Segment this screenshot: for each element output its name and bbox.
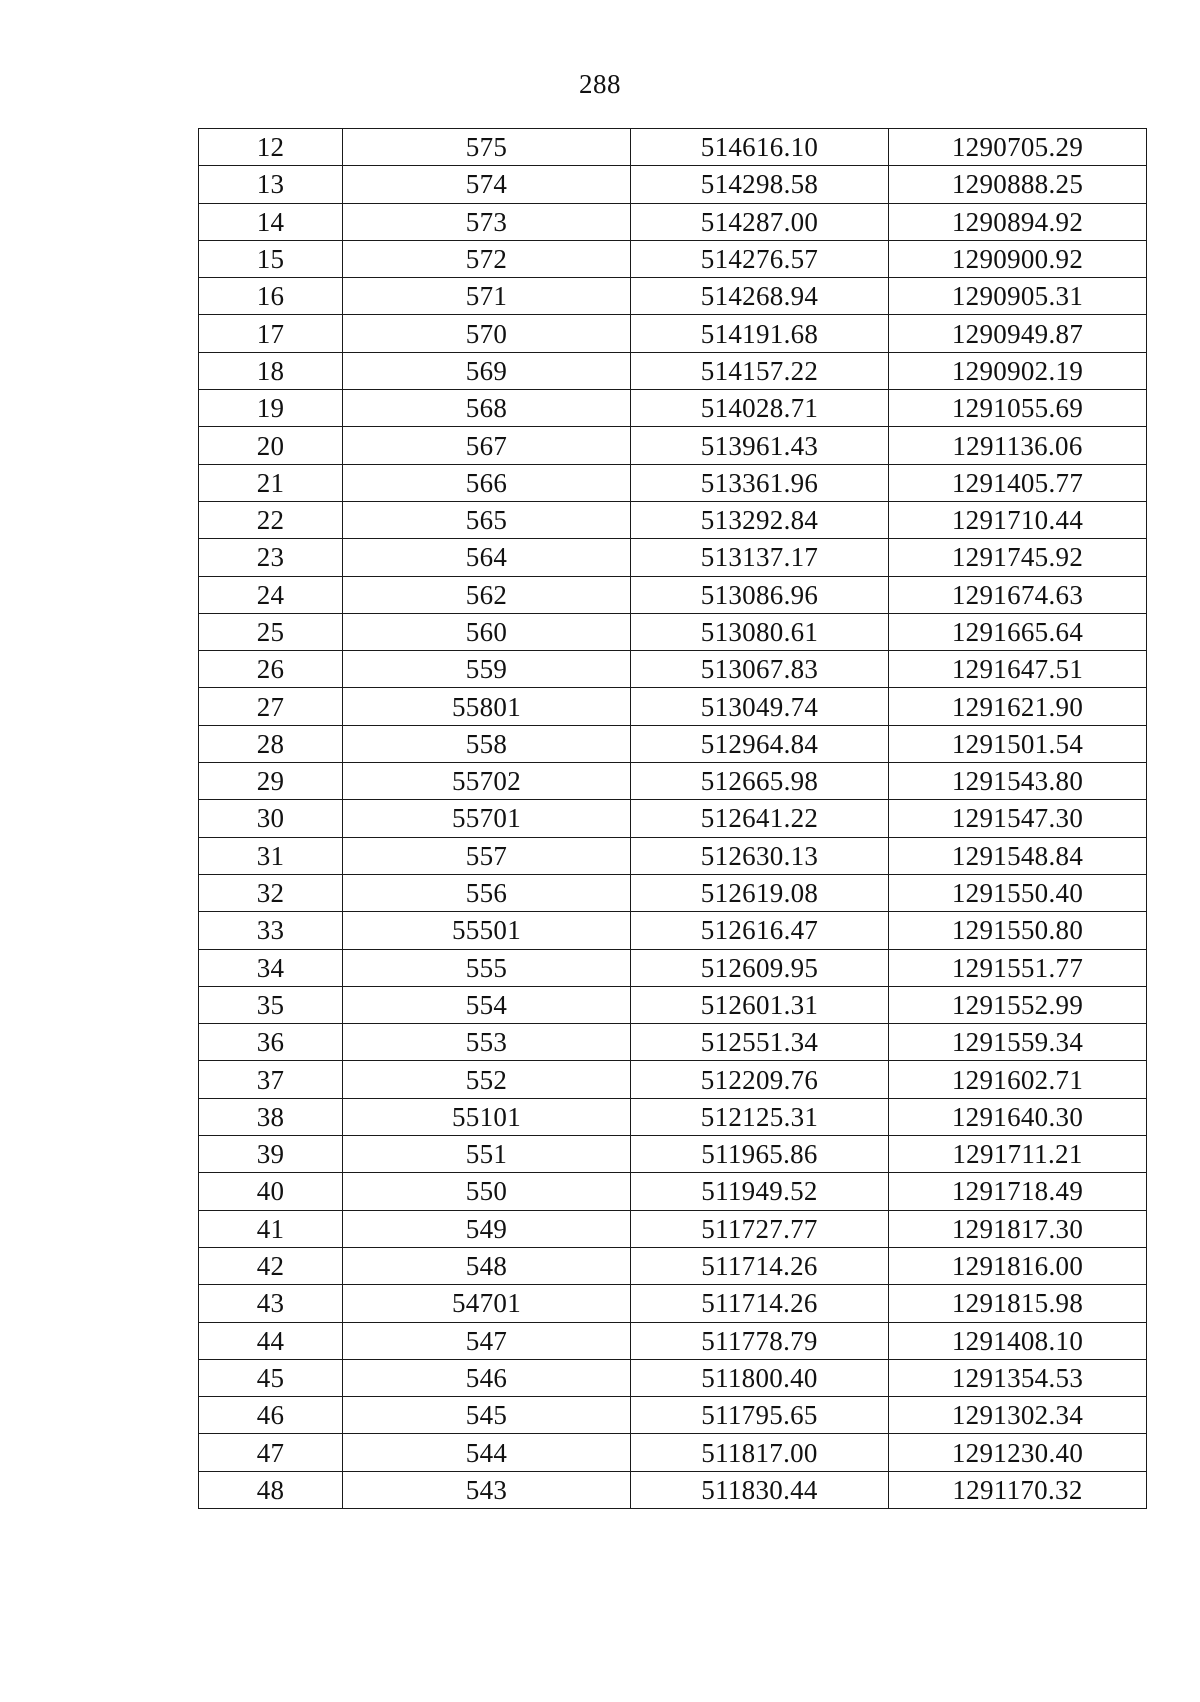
x-coordinate-cell: 512125.31 xyxy=(631,1098,889,1135)
row-index-cell: 20 xyxy=(199,427,343,464)
row-index-cell: 43 xyxy=(199,1285,343,1322)
y-coordinate-cell: 1291501.54 xyxy=(889,725,1147,762)
y-coordinate-cell: 1291550.80 xyxy=(889,912,1147,949)
row-index-cell: 35 xyxy=(199,986,343,1023)
table-row xyxy=(199,1098,1147,1135)
x-coordinate-cell: 512964.84 xyxy=(631,725,889,762)
point-id-cell: 55801 xyxy=(343,688,631,725)
table-row xyxy=(199,539,1147,576)
x-coordinate-cell: 511949.52 xyxy=(631,1173,889,1210)
row-index-cell: 24 xyxy=(199,576,343,613)
point-id-cell: 549 xyxy=(343,1210,631,1247)
point-id-cell: 543 xyxy=(343,1471,631,1508)
table-row xyxy=(199,240,1147,277)
x-coordinate-cell: 514298.58 xyxy=(631,166,889,203)
table-row xyxy=(199,315,1147,352)
point-id-cell: 557 xyxy=(343,837,631,874)
row-index-cell: 14 xyxy=(199,203,343,240)
point-id-cell: 565 xyxy=(343,501,631,538)
table-row xyxy=(199,427,1147,464)
y-coordinate-cell: 1291302.34 xyxy=(889,1397,1147,1434)
x-coordinate-cell: 513086.96 xyxy=(631,576,889,613)
y-coordinate-cell: 1290894.92 xyxy=(889,203,1147,240)
point-id-cell: 545 xyxy=(343,1397,631,1434)
y-coordinate-cell: 1291552.99 xyxy=(889,986,1147,1023)
x-coordinate-cell: 511714.26 xyxy=(631,1247,889,1284)
coordinates-table xyxy=(198,128,1147,1509)
x-coordinate-cell: 512209.76 xyxy=(631,1061,889,1098)
row-index-cell: 41 xyxy=(199,1210,343,1247)
x-coordinate-cell: 512609.95 xyxy=(631,949,889,986)
x-coordinate-cell: 512665.98 xyxy=(631,763,889,800)
point-id-cell: 564 xyxy=(343,539,631,576)
row-index-cell: 32 xyxy=(199,874,343,911)
y-coordinate-cell: 1290705.29 xyxy=(889,129,1147,166)
x-coordinate-cell: 514028.71 xyxy=(631,390,889,427)
point-id-cell: 555 xyxy=(343,949,631,986)
table-row xyxy=(199,390,1147,427)
table-row xyxy=(199,501,1147,538)
table-row xyxy=(199,576,1147,613)
y-coordinate-cell: 1291640.30 xyxy=(889,1098,1147,1135)
y-coordinate-cell: 1290888.25 xyxy=(889,166,1147,203)
table-row xyxy=(199,278,1147,315)
row-index-cell: 12 xyxy=(199,129,343,166)
y-coordinate-cell: 1290949.87 xyxy=(889,315,1147,352)
row-index-cell: 38 xyxy=(199,1098,343,1135)
table-row xyxy=(199,986,1147,1023)
x-coordinate-cell: 512616.47 xyxy=(631,912,889,949)
point-id-cell: 562 xyxy=(343,576,631,613)
point-id-cell: 575 xyxy=(343,129,631,166)
y-coordinate-cell: 1291548.84 xyxy=(889,837,1147,874)
y-coordinate-cell: 1291136.06 xyxy=(889,427,1147,464)
table-row xyxy=(199,949,1147,986)
y-coordinate-cell: 1291551.77 xyxy=(889,949,1147,986)
point-id-cell: 566 xyxy=(343,464,631,501)
coordinates-table-wrapper xyxy=(198,128,1146,1509)
row-index-cell: 21 xyxy=(199,464,343,501)
row-index-cell: 27 xyxy=(199,688,343,725)
table-row xyxy=(199,1061,1147,1098)
x-coordinate-cell: 513137.17 xyxy=(631,539,889,576)
x-coordinate-cell: 513292.84 xyxy=(631,501,889,538)
point-id-cell: 567 xyxy=(343,427,631,464)
y-coordinate-cell: 1291354.53 xyxy=(889,1359,1147,1396)
table-row xyxy=(199,1024,1147,1061)
row-index-cell: 19 xyxy=(199,390,343,427)
table-row xyxy=(199,203,1147,240)
y-coordinate-cell: 1291817.30 xyxy=(889,1210,1147,1247)
table-row xyxy=(199,166,1147,203)
x-coordinate-cell: 514276.57 xyxy=(631,240,889,277)
point-id-cell: 570 xyxy=(343,315,631,352)
x-coordinate-cell: 514268.94 xyxy=(631,278,889,315)
x-coordinate-cell: 512601.31 xyxy=(631,986,889,1023)
row-index-cell: 44 xyxy=(199,1322,343,1359)
row-index-cell: 29 xyxy=(199,763,343,800)
row-index-cell: 22 xyxy=(199,501,343,538)
row-index-cell: 25 xyxy=(199,613,343,650)
row-index-cell: 33 xyxy=(199,912,343,949)
point-id-cell: 573 xyxy=(343,203,631,240)
point-id-cell: 55501 xyxy=(343,912,631,949)
x-coordinate-cell: 512630.13 xyxy=(631,837,889,874)
y-coordinate-cell: 1291710.44 xyxy=(889,501,1147,538)
y-coordinate-cell: 1291550.40 xyxy=(889,874,1147,911)
point-id-cell: 546 xyxy=(343,1359,631,1396)
table-row xyxy=(199,874,1147,911)
x-coordinate-cell: 514157.22 xyxy=(631,352,889,389)
table-row xyxy=(199,800,1147,837)
table-row xyxy=(199,837,1147,874)
page-number: 288 xyxy=(579,69,621,99)
row-index-cell: 47 xyxy=(199,1434,343,1471)
table-row xyxy=(199,1136,1147,1173)
point-id-cell: 55701 xyxy=(343,800,631,837)
row-index-cell: 42 xyxy=(199,1247,343,1284)
table-row xyxy=(199,1471,1147,1508)
y-coordinate-cell: 1291408.10 xyxy=(889,1322,1147,1359)
row-index-cell: 13 xyxy=(199,166,343,203)
table-row xyxy=(199,352,1147,389)
row-index-cell: 17 xyxy=(199,315,343,352)
x-coordinate-cell: 511727.77 xyxy=(631,1210,889,1247)
x-coordinate-cell: 511965.86 xyxy=(631,1136,889,1173)
y-coordinate-cell: 1291559.34 xyxy=(889,1024,1147,1061)
point-id-cell: 560 xyxy=(343,613,631,650)
point-id-cell: 559 xyxy=(343,651,631,688)
point-id-cell: 572 xyxy=(343,240,631,277)
row-index-cell: 40 xyxy=(199,1173,343,1210)
point-id-cell: 55702 xyxy=(343,763,631,800)
point-id-cell: 568 xyxy=(343,390,631,427)
x-coordinate-cell: 514287.00 xyxy=(631,203,889,240)
x-coordinate-cell: 513961.43 xyxy=(631,427,889,464)
x-coordinate-cell: 512619.08 xyxy=(631,874,889,911)
row-index-cell: 23 xyxy=(199,539,343,576)
table-row xyxy=(199,1247,1147,1284)
point-id-cell: 547 xyxy=(343,1322,631,1359)
point-id-cell: 569 xyxy=(343,352,631,389)
point-id-cell: 551 xyxy=(343,1136,631,1173)
row-index-cell: 46 xyxy=(199,1397,343,1434)
point-id-cell: 553 xyxy=(343,1024,631,1061)
row-index-cell: 30 xyxy=(199,800,343,837)
y-coordinate-cell: 1291602.71 xyxy=(889,1061,1147,1098)
x-coordinate-cell: 514191.68 xyxy=(631,315,889,352)
x-coordinate-cell: 514616.10 xyxy=(631,129,889,166)
table-row xyxy=(199,613,1147,650)
y-coordinate-cell: 1291621.90 xyxy=(889,688,1147,725)
y-coordinate-cell: 1291543.80 xyxy=(889,763,1147,800)
y-coordinate-cell: 1290900.92 xyxy=(889,240,1147,277)
point-id-cell: 54701 xyxy=(343,1285,631,1322)
row-index-cell: 16 xyxy=(199,278,343,315)
x-coordinate-cell: 511714.26 xyxy=(631,1285,889,1322)
row-index-cell: 28 xyxy=(199,725,343,762)
table-row xyxy=(199,1322,1147,1359)
y-coordinate-cell: 1291055.69 xyxy=(889,390,1147,427)
x-coordinate-cell: 512641.22 xyxy=(631,800,889,837)
x-coordinate-cell: 513067.83 xyxy=(631,651,889,688)
table-row xyxy=(199,763,1147,800)
table-row xyxy=(199,912,1147,949)
y-coordinate-cell: 1290905.31 xyxy=(889,278,1147,315)
row-index-cell: 18 xyxy=(199,352,343,389)
point-id-cell: 554 xyxy=(343,986,631,1023)
x-coordinate-cell: 513080.61 xyxy=(631,613,889,650)
x-coordinate-cell: 511795.65 xyxy=(631,1397,889,1434)
row-index-cell: 48 xyxy=(199,1471,343,1508)
point-id-cell: 571 xyxy=(343,278,631,315)
row-index-cell: 37 xyxy=(199,1061,343,1098)
x-coordinate-cell: 513049.74 xyxy=(631,688,889,725)
x-coordinate-cell: 511778.79 xyxy=(631,1322,889,1359)
y-coordinate-cell: 1291230.40 xyxy=(889,1434,1147,1471)
table-row xyxy=(199,688,1147,725)
table-row xyxy=(199,1210,1147,1247)
row-index-cell: 34 xyxy=(199,949,343,986)
y-coordinate-cell: 1291647.51 xyxy=(889,651,1147,688)
table-row xyxy=(199,1173,1147,1210)
y-coordinate-cell: 1291745.92 xyxy=(889,539,1147,576)
row-index-cell: 36 xyxy=(199,1024,343,1061)
y-coordinate-cell: 1290902.19 xyxy=(889,352,1147,389)
x-coordinate-cell: 513361.96 xyxy=(631,464,889,501)
point-id-cell: 55101 xyxy=(343,1098,631,1135)
row-index-cell: 45 xyxy=(199,1359,343,1396)
row-index-cell: 39 xyxy=(199,1136,343,1173)
y-coordinate-cell: 1291170.32 xyxy=(889,1471,1147,1508)
y-coordinate-cell: 1291405.77 xyxy=(889,464,1147,501)
point-id-cell: 544 xyxy=(343,1434,631,1471)
y-coordinate-cell: 1291816.00 xyxy=(889,1247,1147,1284)
point-id-cell: 552 xyxy=(343,1061,631,1098)
coordinates-table-body xyxy=(199,129,1147,1509)
table-row xyxy=(199,1285,1147,1322)
table-row xyxy=(199,1359,1147,1396)
x-coordinate-cell: 511830.44 xyxy=(631,1471,889,1508)
y-coordinate-cell: 1291711.21 xyxy=(889,1136,1147,1173)
y-coordinate-cell: 1291718.49 xyxy=(889,1173,1147,1210)
x-coordinate-cell: 511800.40 xyxy=(631,1359,889,1396)
y-coordinate-cell: 1291674.63 xyxy=(889,576,1147,613)
point-id-cell: 574 xyxy=(343,166,631,203)
table-row xyxy=(199,725,1147,762)
table-row xyxy=(199,1434,1147,1471)
point-id-cell: 550 xyxy=(343,1173,631,1210)
x-coordinate-cell: 511817.00 xyxy=(631,1434,889,1471)
x-coordinate-cell: 512551.34 xyxy=(631,1024,889,1061)
row-index-cell: 15 xyxy=(199,240,343,277)
table-row xyxy=(199,1397,1147,1434)
row-index-cell: 31 xyxy=(199,837,343,874)
y-coordinate-cell: 1291547.30 xyxy=(889,800,1147,837)
y-coordinate-cell: 1291815.98 xyxy=(889,1285,1147,1322)
point-id-cell: 556 xyxy=(343,874,631,911)
row-index-cell: 26 xyxy=(199,651,343,688)
table-row xyxy=(199,464,1147,501)
y-coordinate-cell: 1291665.64 xyxy=(889,613,1147,650)
point-id-cell: 548 xyxy=(343,1247,631,1284)
point-id-cell: 558 xyxy=(343,725,631,762)
table-row xyxy=(199,129,1147,166)
table-row xyxy=(199,651,1147,688)
